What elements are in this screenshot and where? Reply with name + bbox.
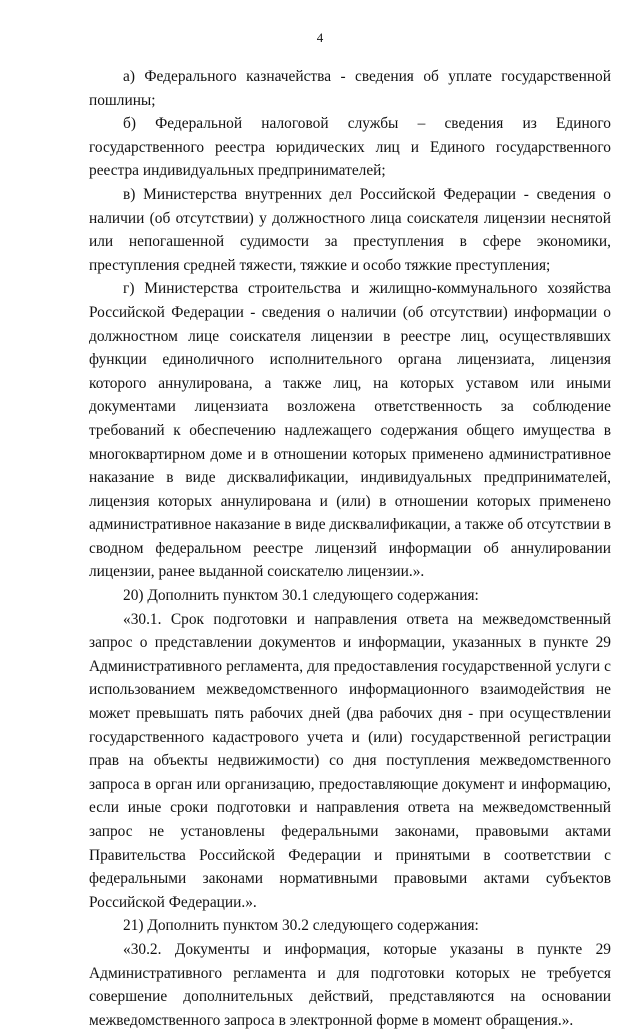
paragraph-d-construction-ministry: г) Министерства строительства и жилищно-коммунального хозяйства Российской Федерации - сведения о наличии (об отсутствии) информации о должностном лице соискателя лицензии в реестре лиц, осуществлявших функции единоличного исполнительного органа лицензиата, лицензия которого аннулирована, а также лиц, на которых уставом или иными документами лицензиата возложена ответственность за соблюдение требований к обеспечению надлежащего содержания общего имущества в многоквартирном доме и в отношении которых применено административное наказание в виде дисквалификации, индивидуальных предпринимателей, лицензия которых аннулирована и (или) в отношении которых применено административное наказание в виде дисквалификации, а также об отсутствии в сводном федеральном реестре лицензий информации об аннулировании лицензии, ранее выданной соискателю лицензии.». xyxy=(89,280,611,581)
document-body xyxy=(89,65,611,1032)
paragraph-item-20: 20) Дополнить пунктом 30.1 следующего содержания: xyxy=(123,587,479,605)
paragraph-clause-30-1: «30.1. Срок подготовки и направления ответа на межведомственный запрос о представлении документов и информации, указанных в пункте 29 Административного регламента, для предоставления государственной услуги с использованием межведомственного информационного взаимодействия не может превышать пять рабочих дней (два рабочих дня - при осуществлении государственного кадастрового учета и (или) государственной регистрации прав на объекты недвижимости) со дня поступления межведомственного запроса в орган или организацию, предоставляющие документ и информацию, если иные сроки подготовки и направления ответа на межведомственный запрос не установлены федеральными законами, правовыми актами Правительства Российской Федерации и принятыми в соответствии с федеральными законами нормативными правовыми актами субъектов Российской Федерации.». xyxy=(89,610,611,911)
paragraph-clause-30-2: «30.2. Документы и информация, которые указаны в пункте 29 Административного регламента и для подготовки которых не требуется совершение дополнительных действий, представляются на основании межведомственного запроса в электронной форме в момент обращения.». xyxy=(89,940,611,1029)
paragraph-a-federal-treasury: а) Федерального казначейства - сведения об уплате государственной пошлины; xyxy=(89,68,611,109)
page-number: 4 xyxy=(316,30,324,45)
paragraph-b-tax-service: б) Федеральной налоговой службы – сведения из Единого государственного реестра юридических лиц и Единого государственного реестра индивидуальных предпринимателей; xyxy=(89,115,611,180)
paragraph-item-21: 21) Дополнить пунктом 30.2 следующего содержания: xyxy=(123,917,479,935)
paragraph-c-internal-affairs: в) Министерства внутренних дел Российской Федерации - сведения о наличии (об отсутствии) у должностного лица соискателя лицензии неснятой или непогашенной судимости за преступления в сфере экономики, преступления средней тяжести, тяжкие и особо тяжкие преступления; xyxy=(89,185,611,274)
